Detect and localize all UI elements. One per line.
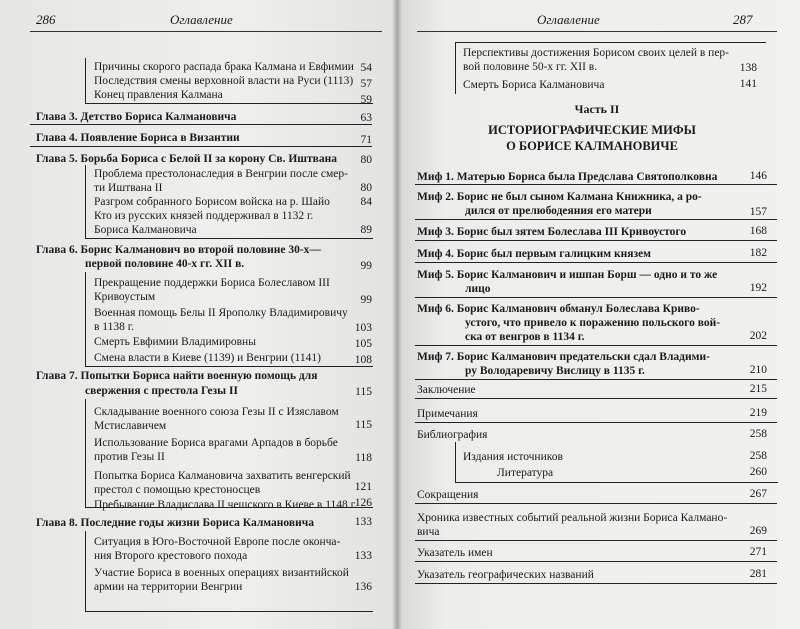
toc-page: 141 <box>739 78 757 90</box>
right-running-header: Оглавление <box>537 12 600 27</box>
myth-underline <box>415 297 777 298</box>
left-header-rule <box>30 31 382 32</box>
toc-chapter[interactable]: Глава 5. Борьба Бориса с Белой II за корону Св. Иштвана <box>36 153 337 165</box>
toc-entry[interactable]: Заключение <box>417 384 476 396</box>
toc-page: 267 <box>749 488 767 500</box>
toc-entry[interactable]: Перспективы достижения Борисом своих целей в пер- <box>463 47 730 59</box>
entry-underline <box>415 398 777 399</box>
toc-entry[interactable]: ти Иштвана II <box>94 182 163 194</box>
left-page-number: 286 <box>36 12 56 27</box>
toc-page: 57 <box>360 78 372 90</box>
toc-page: 258 <box>749 450 767 462</box>
myth-entry[interactable]: Миф 1. Матерью Бориса была Предслава Святополковна <box>417 171 718 183</box>
toc-chapter[interactable]: первой половине 40-х гг. XII в. <box>85 258 245 270</box>
myth-underline <box>415 379 777 380</box>
toc-page: 192 <box>749 282 767 294</box>
toc-page: 115 <box>355 419 372 431</box>
entry-underline <box>415 540 777 541</box>
chapter-underline <box>30 146 372 147</box>
entry-underline <box>415 583 777 584</box>
toc-entry[interactable]: Использование Бориса врагами Арпадов в борьбе <box>94 437 338 449</box>
toc-page: 215 <box>749 383 767 395</box>
toc-entry[interactable]: Мстиславичем <box>94 420 167 432</box>
myth-entry[interactable]: дился от прелюбодеяния его матери <box>465 205 652 217</box>
toc-entry[interactable]: Участие Бориса в военных операциях византийской <box>94 567 349 579</box>
toc-page: 59 <box>360 94 372 106</box>
right-page <box>397 0 800 629</box>
toc-page: 202 <box>749 330 767 342</box>
toc-page: 136 <box>354 581 372 593</box>
toc-entry[interactable]: в 1138 г. <box>94 321 135 333</box>
myth-underline <box>415 184 777 185</box>
toc-entry[interactable]: Причины скорого распада брака Калмана и Евфимии <box>94 61 354 73</box>
toc-page: 182 <box>749 247 767 259</box>
toc-entry[interactable]: Смена власти в Киеве (1139) и Венгрии (1141) <box>94 352 321 364</box>
myth-underline <box>415 240 777 241</box>
myth-entry[interactable]: Миф 4. Борис был первым галицким князем <box>417 248 652 260</box>
toc-entry[interactable]: Проблема престолонаследия в Венгрии после смер- <box>94 168 348 180</box>
toc-entry[interactable]: Сокращения <box>417 489 479 501</box>
toc-page: 99 <box>360 294 372 306</box>
entry-underline <box>415 503 777 504</box>
toc-entry[interactable]: вой половине 50-х гг. XII в. <box>463 61 598 73</box>
toc-page: 219 <box>749 407 767 419</box>
toc-entry[interactable]: против Гезы II <box>94 451 165 463</box>
myth-underline <box>415 345 777 346</box>
toc-entry[interactable]: Литература <box>497 467 554 479</box>
book-gutter <box>392 0 402 629</box>
myth-entry[interactable]: Миф 2. Борис не был сыном Калмана Книжника, а ро- <box>417 191 702 203</box>
toc-page: 269 <box>749 525 767 537</box>
toc-entry[interactable]: армии на территории Венгрии <box>94 581 243 593</box>
myth-entry[interactable]: лицо <box>465 283 491 295</box>
entry-underline <box>415 561 777 562</box>
toc-entry[interactable]: Попытка Бориса Калмановича захватить венгерский <box>94 470 351 482</box>
toc-page: 258 <box>749 428 767 440</box>
myth-entry[interactable]: ру Володаревичу Вислицу в 1135 г. <box>465 365 645 377</box>
toc-entry[interactable]: Указатель имен <box>417 547 493 559</box>
toc-chapter[interactable]: Глава 3. Детство Бориса Калмановича <box>36 111 237 123</box>
toc-page: 126 <box>354 497 372 509</box>
toc-page: 71 <box>360 134 372 146</box>
toc-page: 133 <box>354 550 372 562</box>
toc-page: 271 <box>749 546 767 558</box>
myth-underline <box>415 219 777 220</box>
toc-entry[interactable]: Военная помощь Белы II Ярополку Владимировичу <box>94 307 348 319</box>
toc-page: 103 <box>354 322 372 334</box>
left-page <box>0 0 397 629</box>
toc-chapter[interactable]: Глава 6. Борис Калманович во второй половине 30-х— <box>36 244 321 256</box>
toc-entry[interactable]: Указатель географических названий <box>417 569 594 581</box>
toc-entry[interactable]: Библиография <box>417 429 488 441</box>
myth-entry[interactable]: ска от венгров в 1134 г. <box>465 331 585 343</box>
toc-page: 63 <box>360 112 372 124</box>
myth-entry[interactable]: Миф 5. Борис Калманович и ишпан Борш — одно и то же <box>417 269 718 281</box>
toc-entry[interactable]: Прекращение поддержки Бориса Болеславом III <box>94 277 330 289</box>
toc-entry[interactable]: ния Второго крестового похода <box>94 550 248 562</box>
toc-page: 260 <box>749 466 767 478</box>
toc-entry[interactable]: Издания источников <box>463 451 563 463</box>
toc-entry[interactable]: Последствия смены верховной власти на Руси (1113) <box>94 75 354 87</box>
toc-entry[interactable]: Кривоустым <box>94 291 156 303</box>
right-page-number: 287 <box>733 12 753 27</box>
toc-page: 121 <box>354 481 372 493</box>
toc-page: 105 <box>354 338 372 350</box>
chapter-underline <box>30 124 372 125</box>
toc-page: 138 <box>739 62 757 74</box>
toc-page: 80 <box>360 154 372 166</box>
toc-page: 108 <box>354 354 372 366</box>
toc-page: 115 <box>355 386 372 398</box>
myth-entry[interactable]: устого, что привело к поражению польского вой- <box>465 317 721 329</box>
toc-entry[interactable]: Складывание военного союза Гезы II с Изяславом <box>94 406 339 418</box>
toc-entry[interactable]: Конец правления Калмана <box>94 89 223 101</box>
toc-page: 157 <box>749 206 767 218</box>
toc-entry[interactable]: Хроника известных событий реальной жизни Бориса Калмано- <box>417 512 728 524</box>
myth-underline <box>415 262 777 263</box>
myth-entry[interactable]: Миф 6. Борис Калманович обманул Болеслава Криво- <box>417 303 700 315</box>
toc-entry[interactable]: Разгром собранного Борисом войска на р. Шайо <box>94 196 330 208</box>
toc-entry[interactable]: Пребывание Владислава II чешского в Киеве в 1148 г. <box>94 499 357 511</box>
toc-page: 210 <box>749 364 767 376</box>
toc-page: 146 <box>749 170 767 182</box>
part-title-line1: ИСТОРИОГРАФИЧЕСКИЕ МИФЫ <box>488 123 696 137</box>
toc-entry[interactable]: престол с помощью крестоносцев <box>94 484 261 496</box>
toc-chapter[interactable]: свержения с престола Гезы II <box>85 385 238 397</box>
toc-page: 281 <box>749 568 767 580</box>
toc-chapter[interactable]: Глава 4. Появление Бориса в Византии <box>36 132 240 144</box>
toc-chapter[interactable]: Глава 7. Попытки Бориса найти военную помощь для <box>36 370 318 382</box>
myth-entry[interactable]: Миф 7. Борис Калманович предательски сдал Владими- <box>417 351 710 363</box>
part-heading: Часть II <box>574 102 620 116</box>
myth-entry[interactable]: Миф 3. Борис был зятем Болеслава III Кривоустого <box>417 226 687 238</box>
right-header-rule <box>417 31 777 32</box>
part-title-line2: О БОРИСЕ КАЛМАНОВИЧЕ <box>506 139 678 153</box>
toc-page: 84 <box>360 196 372 208</box>
toc-entry[interactable]: Смерть Бориса Калмановича <box>463 79 605 91</box>
left-running-header: Оглавление <box>170 12 233 27</box>
toc-entry[interactable]: Смерть Евфимии Владимировны <box>94 336 256 348</box>
toc-page: 89 <box>360 224 372 236</box>
entry-underline <box>415 422 777 423</box>
toc-page: 80 <box>360 182 372 194</box>
toc-entry[interactable]: Ситуация в Юго-Восточной Европе после оконча- <box>94 536 341 548</box>
toc-entry[interactable]: Примечания <box>417 408 478 420</box>
toc-chapter[interactable]: Глава 8. Последние годы жизни Бориса Калмановича <box>36 517 314 529</box>
toc-page: 133 <box>354 516 372 528</box>
toc-page: 99 <box>360 260 372 272</box>
toc-page: 168 <box>749 225 767 237</box>
toc-page: 118 <box>355 452 372 464</box>
toc-entry[interactable]: вича <box>417 526 440 538</box>
toc-page: 54 <box>360 62 372 74</box>
toc-entry[interactable]: Кто из русских князей поддерживал в 1132 г. Бориса Калмановича <box>94 210 314 236</box>
